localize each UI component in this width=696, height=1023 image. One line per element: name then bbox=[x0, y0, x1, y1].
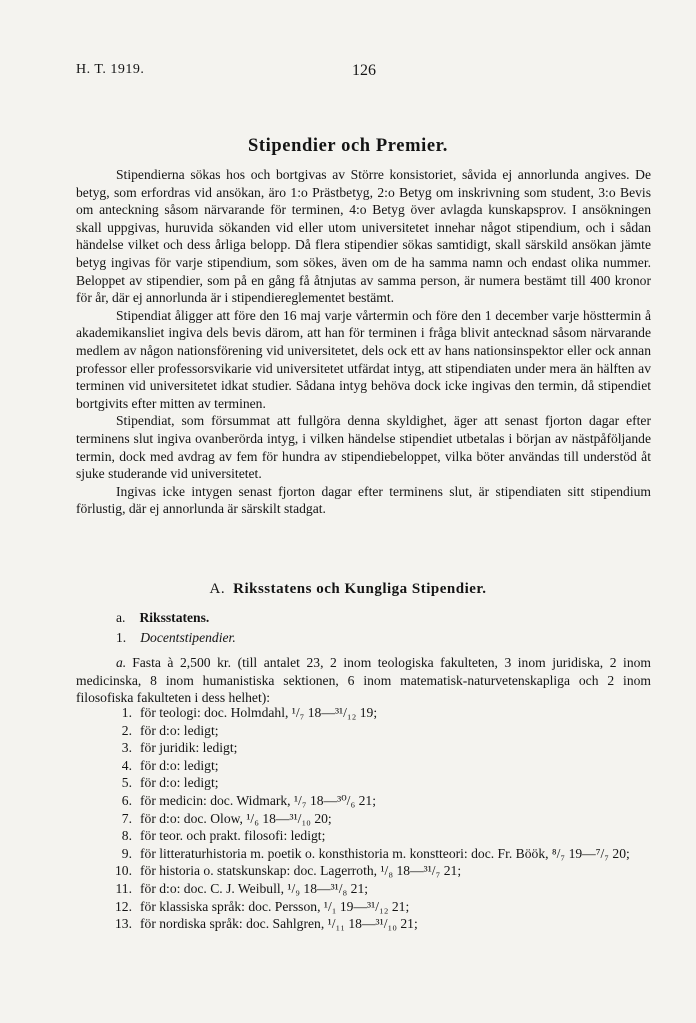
item-number: 4. bbox=[121, 757, 132, 773]
item-number: 9. bbox=[121, 845, 132, 861]
subsection-letter: a. bbox=[116, 610, 126, 625]
list-item bbox=[112, 774, 652, 792]
page-number: 126 bbox=[352, 62, 376, 79]
item-text: för nordiska språk: doc. Sahlgren, ¹/₁₁ 18—³¹/₁₀ 21; bbox=[140, 916, 418, 932]
paragraph: Stipendierna sökas hos och bortgivas av Större konsistoriet, såvida ej annorlunda angives. De betyg, som erfordras vid ansökan, äro 1:o Prästbetyg, 2:o Betyg om inskrivning som student, 3:o Bevis om anteckning såsom närvarande för terminen, 4:o Betyg över avlagda kunskapsprov. I ansökningen skall uppgivas, huruvida sökanden vid eller utom universitetet innehar något stipendium, och i sådan händelse vilket och dess årliga belopp. Då flera stipendier sökas samtidigt, skall särskild ansökan jämte betyg ingivas för varje stipendium, som sökes, även om de ha samma namn och endast olika nummer. Beloppet av stipendier, som på en gång få åtnjutas av samma person, är numera bestämt till 400 kronor för år, där ej annorlunda är i stipendiereglementet bestämt. bbox=[76, 167, 651, 306]
list-item bbox=[112, 739, 652, 757]
item-text: för historia o. statskunskap: doc. Lagerroth, ¹/₈ 18—³¹/₇ 21; bbox=[140, 863, 462, 879]
section-letter: A. bbox=[209, 581, 226, 597]
section-heading bbox=[0, 581, 696, 598]
subsubsection-heading bbox=[116, 630, 236, 646]
list-item bbox=[112, 722, 652, 740]
item-number: 3. bbox=[121, 740, 132, 756]
subsection-heading bbox=[116, 610, 209, 626]
subsubsection-title: Docentstipendier. bbox=[140, 630, 236, 645]
intro-text: Fasta à 2,500 kr. (till antalet 23, 2 inom teologiska fakulteten, 3 inom juridiska, 2 inom medicinska, 8 inom humanistiska sektionen, 6 inom matematisk-naturvetenskapliga och 2 inom filosofiska fakulteten i dess helhet): bbox=[76, 655, 651, 706]
list-item bbox=[112, 827, 652, 845]
intro-letter: a. bbox=[116, 655, 127, 670]
item-number: 5. bbox=[121, 775, 132, 791]
item-number: 2. bbox=[121, 722, 132, 738]
item-number: 12. bbox=[115, 898, 132, 914]
subsection-title: Riksstatens. bbox=[139, 610, 210, 625]
list-item bbox=[112, 757, 652, 775]
page-title: Stipendier och Premier. bbox=[248, 136, 448, 156]
list-item bbox=[112, 898, 652, 916]
item-text: för medicin: doc. Widmark, ¹/₇ 18—³⁰/₆ 21; bbox=[140, 792, 376, 808]
item-number: 11. bbox=[115, 880, 132, 896]
item-number: 10. bbox=[115, 863, 132, 879]
paragraph: Stipendiat åligger att före den 16 maj varje vårtermin och före den 1 december varje hösttermin å akademikansliet ingiva dels bevis därom, att han för terminen i fråga blivit antecknad såsom närvarande medlem av någon nationsförening vid universitetet, dels ock ett av hans nationsinspektor eller ock annan professor eller professorsvikarie vid universitetet utfärdat intyg, att stipendiaten under mera än hälften av terminen vid universitetet idkat studier. Sådana intyg behöva dock icke ingivas den termin, då stipendiet bortgivits efter mitten av terminen. bbox=[76, 307, 651, 411]
section-title: Riksstatens och Kungliga Stipendier. bbox=[233, 581, 487, 597]
stipend-intro-paragraph bbox=[76, 654, 651, 707]
item-text: för teologi: doc. Holmdahl, ¹/₇ 18—³¹/₁₂ 19; bbox=[140, 705, 378, 720]
paragraph: Ingivas icke intygen senast fjorton dagar efter terminens slut, är stipendiaten sitt stipendium förlustig, där ej annorlunda är särskilt stadgat. bbox=[76, 483, 651, 517]
item-text: för d:o: doc. Olow, ¹/₆ 18—³¹/₁₀ 20; bbox=[140, 810, 332, 826]
list-item bbox=[112, 915, 652, 933]
item-text: för d:o: ledigt; bbox=[140, 722, 219, 738]
item-number: 8. bbox=[121, 828, 132, 844]
item-text: för d:o: ledigt; bbox=[140, 775, 219, 791]
item-number: 6. bbox=[121, 792, 132, 808]
item-text: för klassiska språk: doc. Persson, ¹/₁ 19—³¹/₁₂ 21; bbox=[140, 898, 410, 914]
item-text: för litteraturhistoria m. poetik o. konsthistoria m. konstteori: doc. Fr. Böök, ⁸/₇ 19—⁷/₇ 20; bbox=[140, 845, 630, 861]
item-text: för d:o: ledigt; bbox=[140, 757, 219, 773]
list-item bbox=[112, 880, 652, 898]
list-item bbox=[112, 792, 652, 810]
list-item bbox=[112, 704, 652, 722]
item-text: för d:o: doc. C. J. Weibull, ¹/₉ 18—³¹/₈ 21; bbox=[140, 880, 369, 896]
list-item bbox=[112, 862, 652, 880]
item-number: 1. bbox=[121, 705, 132, 720]
stipend-list bbox=[112, 704, 652, 933]
list-item bbox=[112, 845, 652, 863]
intro-paragraphs bbox=[76, 166, 651, 518]
running-header: H. T. 1919. bbox=[76, 62, 145, 77]
item-text: för juridik: ledigt; bbox=[140, 740, 238, 756]
item-text: för teor. och prakt. filosofi: ledigt; bbox=[140, 828, 326, 844]
subsubsection-number: 1. bbox=[116, 630, 127, 645]
item-number: 13. bbox=[115, 916, 132, 932]
list-item bbox=[112, 810, 652, 828]
paragraph: Stipendiat, som försummat att fullgöra denna skyldighet, äger att senast fjorton dagar efter terminens slut ingiva ovanberörda intyg, i vilken händelse stipendiet utbetalas i början av nästpåföljande termin, dock med avdrag av fem för hundra av stipendiebeloppet, vilka böter användas till understöd åt sjuke studerande vid universitetet. bbox=[76, 413, 651, 482]
item-number: 7. bbox=[121, 810, 132, 826]
